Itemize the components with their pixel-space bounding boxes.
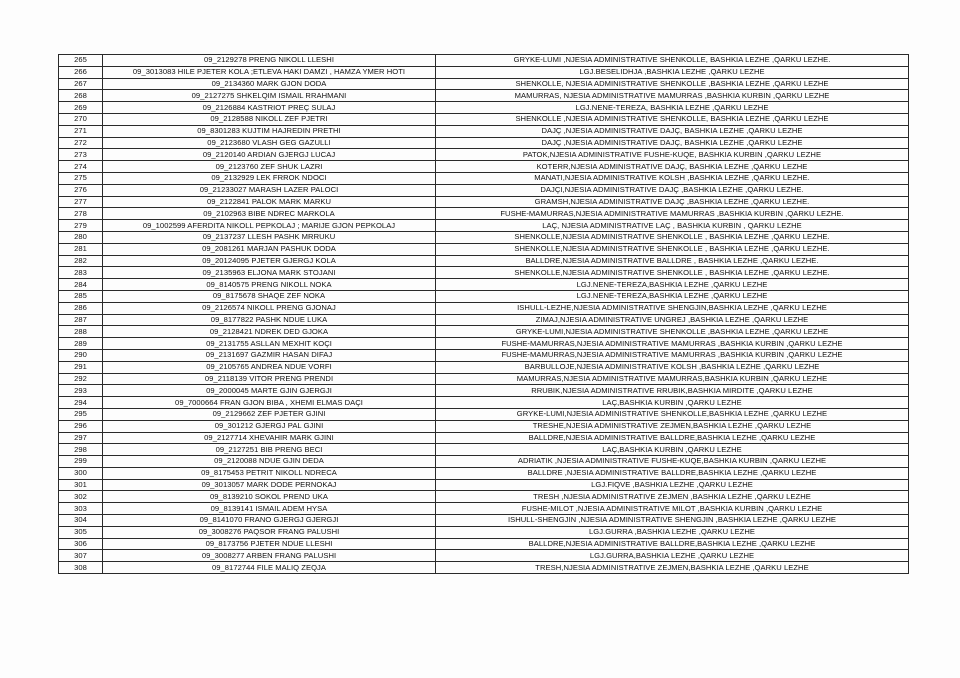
address-cell: SHENKOLLE ,NJESIA ADMINISTRATIVE SHENKOLLE, BASHKIA LEZHE ,QARKU LEZHE: [436, 113, 909, 125]
address-cell: BALLDRE,NJESIA ADMINISTRATIVE BALLDRE , BASHKIA LEZHE ,QARKU LEZHE.: [436, 255, 909, 267]
row-number-cell: 288: [59, 326, 103, 338]
table-row: [59, 503, 909, 515]
address-cell: LAÇ,BASHKIA KURBIN ,QARKU LEZHE: [436, 444, 909, 456]
owner-name-cell: 09_2122841 PALOK MARK MARKU: [103, 196, 436, 208]
owner-name-cell: 09_3008276 PAQSOR FRANG PALUSHI: [103, 526, 436, 538]
owner-name-cell: 09_8173756 PJETER NDUE LLESHI: [103, 538, 436, 550]
table-row: [59, 113, 909, 125]
address-cell: ISHULL-SHENGJIN ,NJESIA ADMINISTRATIVE SHENGJIN ,BASHKIA LEZHE ,QARKU LEZHE: [436, 515, 909, 527]
owner-name-cell: 09_2131697 GAZMIR HASAN DIFAJ: [103, 349, 436, 361]
table-row: [59, 90, 909, 102]
row-number-cell: 276: [59, 184, 103, 196]
table-row: [59, 279, 909, 291]
row-number-cell: 290: [59, 349, 103, 361]
owner-name-cell: 09_8140575 PRENG NIKOLL NOKA: [103, 279, 436, 291]
row-number-cell: 298: [59, 444, 103, 456]
address-cell: FUSHE-MAMURRAS,NJESIA ADMINISTRATIVE MAMURRAS ,BASHKIA KURBIN ,QARKU LEZHE.: [436, 208, 909, 220]
owner-name-cell: 09_2105765 ANDREA NDUE VORFI: [103, 361, 436, 373]
owner-name-cell: 09_2000045 MARTE GJIN GJERGJI: [103, 385, 436, 397]
address-cell: LGJ.NENE-TEREZA, BASHKIA LEZHE ,QARKU LEZHE: [436, 102, 909, 114]
row-number-cell: 271: [59, 125, 103, 137]
table-row: [59, 456, 909, 468]
address-cell: BALLDRE ,NJESIA ADMINISTRATIVE BALLDRE,BASHKIA LEZHE ,QARKU LEZHE: [436, 467, 909, 479]
owner-name-cell: 09_2102963 BIBE NDREC MARKOLA: [103, 208, 436, 220]
owner-name-cell: 09_1002599 AFERDITA NIKOLL PEPKOLAJ ; MARIJE GJON PEPKOLAJ: [103, 220, 436, 232]
table-row: [59, 208, 909, 220]
owner-name-cell: 09_2123680 VLASH GEG GAZULLI: [103, 137, 436, 149]
owner-name-cell: 09_2127275 SHKELQIM ISMAIL RRAHMANI: [103, 90, 436, 102]
row-number-cell: 265: [59, 55, 103, 67]
address-cell: DAJÇ ,NJESIA ADMINISTRATIVE DAJÇ, BASHKIA LEZHE ,QARKU LEZHE: [436, 137, 909, 149]
owner-name-cell: 09_2126884 KASTRIOT PREÇ SULAJ: [103, 102, 436, 114]
address-cell: FUSHE-MAMURRAS,NJESIA ADMINISTRATIVE MAMURRAS ,BASHKIA KURBIN ,QARKU LEZHE: [436, 338, 909, 350]
address-cell: LGJ.GURRA ,BASHKIA LEZHE ,QARKU LEZHE: [436, 526, 909, 538]
row-number-cell: 295: [59, 408, 103, 420]
owner-name-cell: 09_8301283 KUJTIM HAJREDIN PRETHI: [103, 125, 436, 137]
address-cell: LGJ.FIQVE ,BASHKIA LEZHE ,QARKU LEZHE: [436, 479, 909, 491]
row-number-cell: 307: [59, 550, 103, 562]
row-number-cell: 300: [59, 467, 103, 479]
owner-name-cell: 09_3013083 HILE PJETER KOLA ;ETLEVA HAKI DAMZI , HAMZA YMER HOTI: [103, 66, 436, 78]
row-number-cell: 285: [59, 290, 103, 302]
address-cell: FUSHE-MILOT ,NJESIA ADMINISTRATIVE MILOT ,BASHKIA KURBIN ,QARKU LEZHE: [436, 503, 909, 515]
table-row: [59, 479, 909, 491]
address-cell: LAÇ,BASHKIA KURBIN ,QARKU LEZHE: [436, 397, 909, 409]
table-row: [59, 361, 909, 373]
address-cell: DAJÇI,NJESIA ADMINISTRATIVE DAJÇ ,BASHKIA LEZHE ,QARKU LEZHE.: [436, 184, 909, 196]
row-number-cell: 291: [59, 361, 103, 373]
address-cell: ZIMAJ,NJESIA ADMINISTRATIVE UNGREJ ,BASHKIA LEZHE ,QARKU LEZHE: [436, 314, 909, 326]
address-cell: BALLDRE,NJESIA ADMINISTRATIVE BALLDRE,BASHKIA LEZHE ,QARKU LEZHE: [436, 432, 909, 444]
row-number-cell: 301: [59, 479, 103, 491]
table-row: [59, 231, 909, 243]
table-row: [59, 397, 909, 409]
owner-name-cell: 09_2132929 LEK FRROK NDOCI: [103, 172, 436, 184]
address-cell: MAMURRAS,NJESIA ADMINISTRATIVE MAMURRAS,BASHKIA KURBIN ,QARKU LEZHE: [436, 373, 909, 385]
table-row: [59, 432, 909, 444]
table-row: [59, 137, 909, 149]
address-cell: LGJ.GURRA,BASHKIA LEZHE ,QARKU LEZHE: [436, 550, 909, 562]
owner-name-cell: 09_2129662 ZEF PJETER GJINI: [103, 408, 436, 420]
table-row: [59, 420, 909, 432]
table-row: [59, 302, 909, 314]
table-row: [59, 515, 909, 527]
row-number-cell: 297: [59, 432, 103, 444]
owner-name-cell: 09_2135963 ELJONA MARK STOJANI: [103, 267, 436, 279]
owner-name-cell: 09_2120140 ARDIAN GJERGJ LUCAJ: [103, 149, 436, 161]
owner-name-cell: 09_2123760 ZEF SHUK LAZRI: [103, 161, 436, 173]
table-row: [59, 491, 909, 503]
address-cell: LAÇ, NJESIA ADMINISTRATIVE LAÇ , BASHKIA KURBIN , QARKU LEZHE: [436, 220, 909, 232]
table-row: [59, 349, 909, 361]
row-number-cell: 281: [59, 243, 103, 255]
owner-name-cell: 09_2129278 PRENG NIKOLL LLESHI: [103, 55, 436, 67]
row-number-cell: 274: [59, 161, 103, 173]
address-cell: FUSHE-MAMURRAS,NJESIA ADMINISTRATIVE MAMURRAS ,BASHKIA KURBIN ,QARKU LEZHE: [436, 349, 909, 361]
table-row: [59, 444, 909, 456]
table-row: [59, 373, 909, 385]
table-row: [59, 172, 909, 184]
table-row: [59, 196, 909, 208]
address-cell: GRAMSH,NJESIA ADMINISTRATIVE DAJÇ ,BASHKIA LEZHE ,QARKU LEZHE.: [436, 196, 909, 208]
address-cell: SHENKOLLE,NJESIA ADMINISTRATIVE SHENKOLLE , BASHKIA LEZHE ,QARKU LEZHE.: [436, 267, 909, 279]
owner-name-cell: 09_8172744 FILE MALIQ ZEQJA: [103, 562, 436, 574]
owner-name-cell: 09_21233027 MARASH LAZER PALOCI: [103, 184, 436, 196]
owner-name-cell: 09_8139141 ISMAIL ADEM HYSA: [103, 503, 436, 515]
row-number-cell: 308: [59, 562, 103, 574]
owner-name-cell: 09_2137237 LLESH PASHK MRRUKU: [103, 231, 436, 243]
address-cell: TRESH ,NJESIA ADMINISTRATIVE ZEJMEN ,BASHKIA LEZHE ,QARKU LEZHE: [436, 491, 909, 503]
address-cell: BARBULLOJE,NJESIA ADMINISTRATIVE KOLSH ,BASHKIA LEZHE ,QARKU LEZHE: [436, 361, 909, 373]
address-cell: LGJ.NENE-TEREZA,BASHKIA LEZHE ,QARKU LEZHE: [436, 290, 909, 302]
owner-name-cell: 09_2128588 NIKOLL ZEF PJETRI: [103, 113, 436, 125]
address-cell: LGJ.BESELIDHJA ,BASHKIA LEZHE ,QARKU LEZHE: [436, 66, 909, 78]
table-row: [59, 526, 909, 538]
row-number-cell: 267: [59, 78, 103, 90]
row-number-cell: 304: [59, 515, 103, 527]
owner-name-cell: 09_2127714 XHEVAHIR MARK GJINI: [103, 432, 436, 444]
table-row: [59, 267, 909, 279]
owner-name-cell: 09_2127251 BIB PRENG BECI: [103, 444, 436, 456]
owner-name-cell: 09_2126574 NIKOLL PRENG GJONAJ: [103, 302, 436, 314]
table-row: [59, 161, 909, 173]
row-number-cell: 286: [59, 302, 103, 314]
address-cell: KOTERR,NJESIA ADMINISTRATIVE DAJÇ, BASHKIA LEZHE ,QARKU LEZHE: [436, 161, 909, 173]
table-row: [59, 538, 909, 550]
address-cell: MANATI,NJESIA ADMINISTRATIVE KOLSH ,BASHKIA LEZHE ,QARKU LEZHE.: [436, 172, 909, 184]
address-cell: GRYKE-LUMI,NJESIA ADMINISTRATIVE SHENKOLLE,BASHKIA LEZHE ,QARKU LEZHE: [436, 408, 909, 420]
row-number-cell: 302: [59, 491, 103, 503]
row-number-cell: 278: [59, 208, 103, 220]
owner-name-cell: 09_301212 GJERGJ PAL GJINI: [103, 420, 436, 432]
owner-name-cell: 09_2131755 ASLLAN MEXHIT KOÇI: [103, 338, 436, 350]
address-cell: SHENKOLLE,NJESIA ADMINISTRATIVE SHENKOLLE , BASHKIA LEZHE ,QARKU LEZHE.: [436, 243, 909, 255]
table-row: [59, 550, 909, 562]
table-row: [59, 326, 909, 338]
registry-table: [58, 54, 909, 574]
address-cell: GRYKE-LUMI,NJESIA ADMINISTRATIVE SHENKOLLE ,BASHKIA LEZHE ,QARKU LEZHE: [436, 326, 909, 338]
row-number-cell: 277: [59, 196, 103, 208]
row-number-cell: 275: [59, 172, 103, 184]
address-cell: SHENKOLLE,NJESIA ADMINISTRATIVE SHENKOLLE , BASHKIA LEZHE ,QARKU LEZHE.: [436, 231, 909, 243]
owner-name-cell: 09_3008277 ARBEN FRANG PALUSHI: [103, 550, 436, 562]
row-number-cell: 303: [59, 503, 103, 515]
address-cell: SHENKOLLE, NJESIA ADMINISTRATIVE SHENKOLLE ,BASHKIA LEZHE ,QARKU LEZHE: [436, 78, 909, 90]
table-row: [59, 408, 909, 420]
table-row: [59, 66, 909, 78]
row-number-cell: 270: [59, 113, 103, 125]
table-row: [59, 467, 909, 479]
row-number-cell: 294: [59, 397, 103, 409]
address-cell: TRESHE,NJESIA ADMINISTRATIVE ZEJMEN,BASHKIA LEZHE ,QARKU LEZHE: [436, 420, 909, 432]
table-row: [59, 338, 909, 350]
table-row: [59, 255, 909, 267]
address-cell: ISHULL-LEZHE,NJESIA ADMINISTRATIVE SHENGJIN,BASHKIA LEZHE ,QARKU LEZHE: [436, 302, 909, 314]
table-row: [59, 78, 909, 90]
row-number-cell: 280: [59, 231, 103, 243]
row-number-cell: 273: [59, 149, 103, 161]
row-number-cell: 299: [59, 456, 103, 468]
owner-name-cell: 09_20124095 PJETER GJERGJ KOLA: [103, 255, 436, 267]
row-number-cell: 283: [59, 267, 103, 279]
row-number-cell: 296: [59, 420, 103, 432]
address-cell: TRESH,NJESIA ADMINISTRATIVE ZEJMEN,BASHKIA LEZHE ,QARKU LEZHE: [436, 562, 909, 574]
address-cell: MAMURRAS, NJESIA ADMINISTRATIVE MAMURRAS ,BASHKIA KURBIN ,QARKU LEZHE: [436, 90, 909, 102]
address-cell: GRYKE-LUMI ,NJESIA ADMINISTRATIVE SHENKOLLE, BASHKIA LEZHE ,QARKU LEZHE.: [436, 55, 909, 67]
owner-name-cell: 09_2118139 VITOR PRENG PRENDI: [103, 373, 436, 385]
row-number-cell: 284: [59, 279, 103, 291]
address-cell: BALLDRE,NJESIA ADMINISTRATIVE BALLDRE,BASHKIA LEZHE ,QARKU LEZHE: [436, 538, 909, 550]
table-row: [59, 220, 909, 232]
row-number-cell: 306: [59, 538, 103, 550]
table-row: [59, 562, 909, 574]
row-number-cell: 272: [59, 137, 103, 149]
owner-name-cell: 09_2134360 MARK GJON DODA: [103, 78, 436, 90]
owner-name-cell: 09_8177822 PASHK NDUE LUKA: [103, 314, 436, 326]
owner-name-cell: 09_8139210 SOKOL PREND UKA: [103, 491, 436, 503]
address-cell: ADRIATIK ,NJESIA ADMINISTRATIVE FUSHE-KUQE,BASHKIA KURBIN ,QARKU LEZHE: [436, 456, 909, 468]
table-row: [59, 125, 909, 137]
owner-name-cell: 09_2120088 NDUE GJIN DEDA: [103, 456, 436, 468]
row-number-cell: 292: [59, 373, 103, 385]
owner-name-cell: 09_3013057 MARK DODE PERNOKAJ: [103, 479, 436, 491]
table-row: [59, 149, 909, 161]
table-row: [59, 243, 909, 255]
table-row: [59, 314, 909, 326]
row-number-cell: 282: [59, 255, 103, 267]
owner-name-cell: 09_8175453 PETRIT NIKOLL NDRECA: [103, 467, 436, 479]
owner-name-cell: 09_2128421 NDREK DED GJOKA: [103, 326, 436, 338]
row-number-cell: 289: [59, 338, 103, 350]
address-cell: RRUBIK,NJESIA ADMINISTRATIVE RRUBIK,BASHKIA MIRDITE ,QARKU LEZHE: [436, 385, 909, 397]
owner-name-cell: 09_7000664 FRAN GJON BIBA , XHEMI ELMAS DAÇI: [103, 397, 436, 409]
owner-name-cell: 09_8175678 SHAQE ZEF NOKA: [103, 290, 436, 302]
row-number-cell: 293: [59, 385, 103, 397]
table-row: [59, 184, 909, 196]
row-number-cell: 266: [59, 66, 103, 78]
row-number-cell: 287: [59, 314, 103, 326]
address-cell: DAJÇ ,NJESIA ADMINISTRATIVE DAJÇ, BASHKIA LEZHE ,QARKU LEZHE: [436, 125, 909, 137]
table-row: [59, 290, 909, 302]
address-cell: LGJ.NENE-TEREZA,BASHKIA LEZHE ,QARKU LEZHE: [436, 279, 909, 291]
table-row: [59, 55, 909, 67]
row-number-cell: 268: [59, 90, 103, 102]
address-cell: PATOK,NJESIA ADMINISTRATIVE FUSHE-KUQE, BASHKIA KURBIN ,QARKU LEZHE: [436, 149, 909, 161]
row-number-cell: 279: [59, 220, 103, 232]
row-number-cell: 305: [59, 526, 103, 538]
table-row: [59, 385, 909, 397]
row-number-cell: 269: [59, 102, 103, 114]
owner-name-cell: 09_8141070 FRANO GJERGJ GJERGJI: [103, 515, 436, 527]
registry-table-body: [59, 55, 909, 574]
table-row: [59, 102, 909, 114]
owner-name-cell: 09_2081261 MARJAN PASHUK DODA: [103, 243, 436, 255]
